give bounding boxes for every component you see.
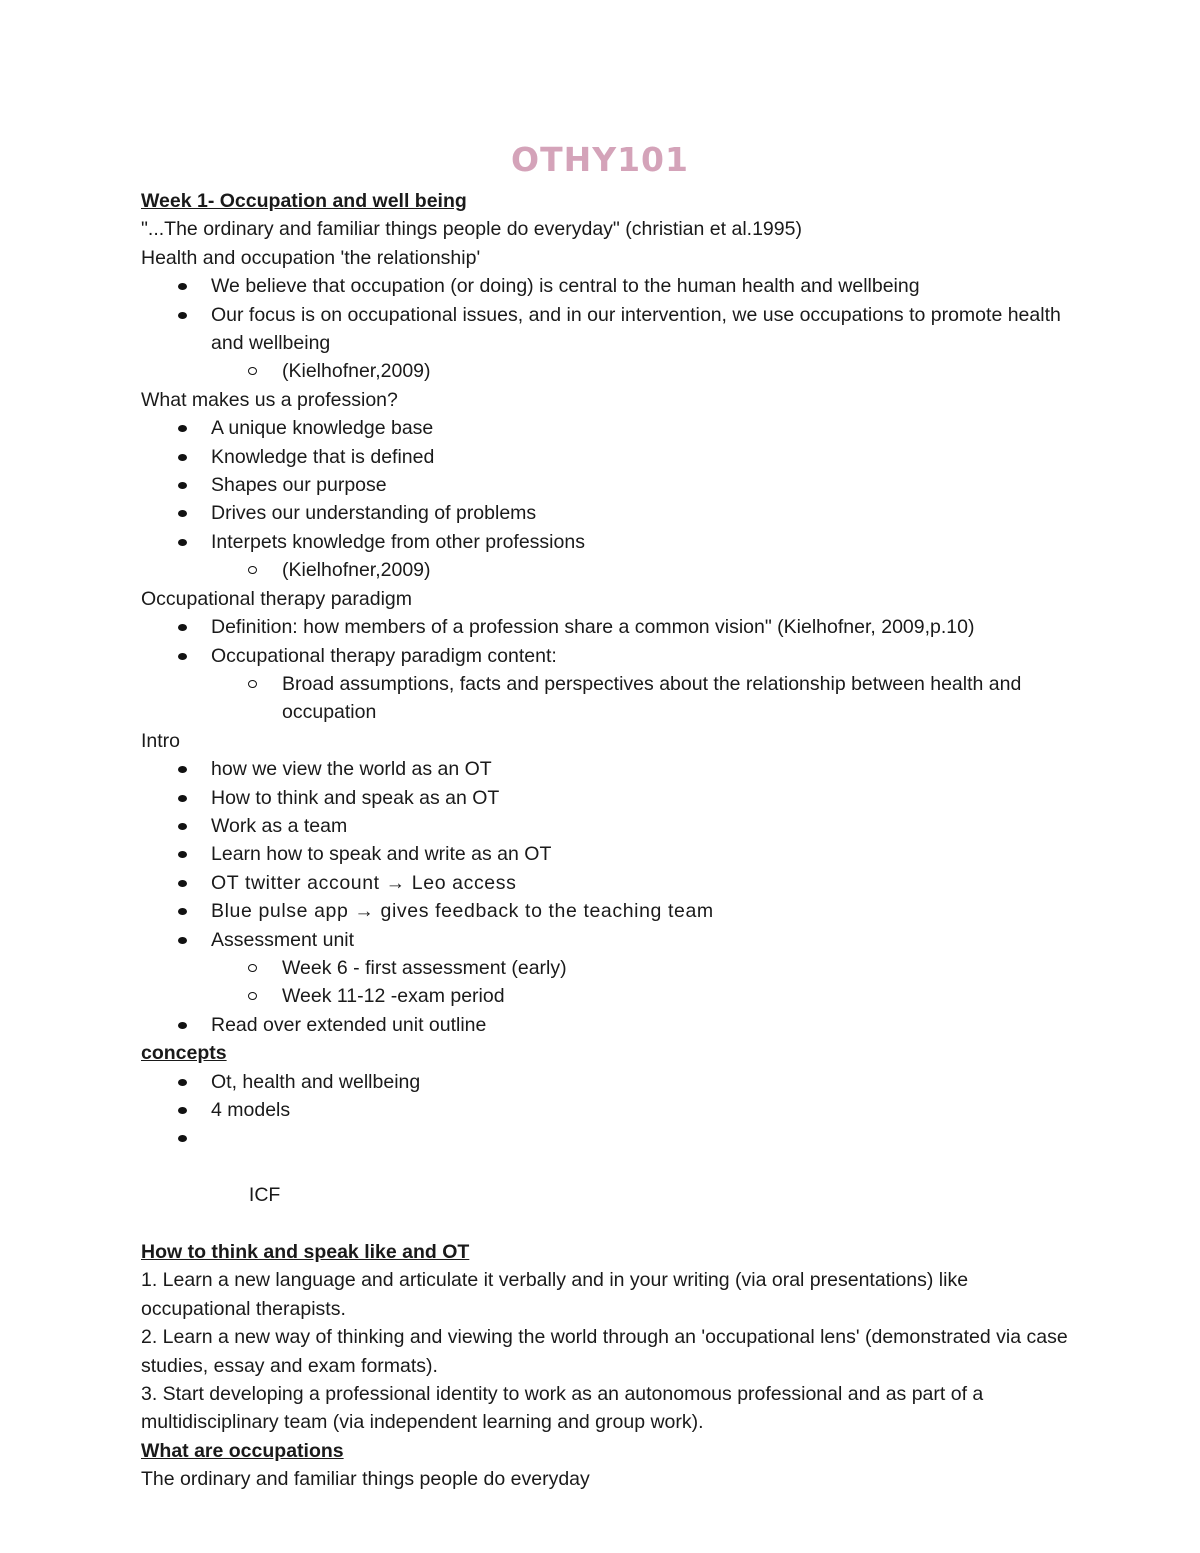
bullet-icon — [178, 851, 187, 858]
list-item: Read over extended unit outline — [141, 1011, 1071, 1039]
think-speak-heading: How to think and speak like and OT — [141, 1241, 470, 1264]
list-item: Definition: how members of a profession share a common vision" (Kielhofner, 2009,p.10) — [141, 613, 1071, 641]
hollow-bullet-icon — [248, 680, 257, 688]
list-item: OT twitter account → Leo access — [141, 869, 1071, 897]
bullet-icon — [178, 454, 187, 461]
bullet-icon — [178, 482, 187, 489]
bullet-icon — [178, 624, 187, 631]
think-point-1: 1. Learn a new language and articulate it verbally and in your writing (via oral presentations) like occupational therapists. — [141, 1269, 969, 1320]
list-subitem: Week 6 - first assessment (early) — [141, 954, 1071, 982]
list-item: Interpets knowledge from other professions — [141, 528, 1071, 556]
paradigm-title: Occupational therapy paradigm — [141, 587, 412, 610]
bullet-icon — [178, 1079, 187, 1086]
list-item: Blue pulse app → gives feedback to the teaching team — [141, 897, 1071, 925]
list-subitem: (Kielhofner,2009) — [141, 357, 1071, 385]
bullet-icon — [178, 312, 187, 319]
list-item: How to think and speak as an OT — [141, 784, 1071, 812]
bullet-icon — [178, 880, 187, 887]
bullet-icon — [178, 795, 187, 802]
concepts-heading: concepts — [141, 1042, 227, 1065]
hollow-bullet-icon — [248, 566, 257, 574]
list-item: ICF — [141, 1124, 1071, 1238]
list-item: Drives our understanding of problems — [141, 499, 1071, 527]
list-item: Our focus is on occupational issues, and in our intervention, we use occupations to promote health and wellbeing — [141, 301, 1071, 358]
week1-quote: "...The ordinary and familiar things people do everyday" (christian et al.1995) — [141, 218, 802, 241]
bullet-icon — [178, 510, 187, 517]
list-item: 4 models — [141, 1096, 1071, 1124]
hollow-bullet-icon — [248, 964, 257, 972]
think-point-2: 2. Learn a new way of thinking and viewing the world through an 'occupational lens' (demonstrated via case studies, essay and exam formats). — [141, 1326, 1068, 1377]
list-item: Work as a team — [141, 812, 1071, 840]
hollow-bullet-icon — [248, 992, 257, 1000]
document-title: OTHY101 — [511, 140, 689, 179]
bullet-icon — [178, 425, 187, 432]
list-item: A unique knowledge base — [141, 414, 1071, 442]
bullet-icon — [178, 1135, 187, 1142]
list-item: Occupational therapy paradigm content: — [141, 642, 1071, 670]
bullet-icon — [178, 1107, 187, 1114]
intro-title: Intro — [141, 729, 181, 752]
list-item: Knowledge that is defined — [141, 443, 1071, 471]
occupations-heading: What are occupations — [141, 1439, 344, 1462]
bullet-icon — [178, 823, 187, 830]
bullet-icon — [178, 1022, 187, 1029]
document-body — [141, 187, 1071, 1494]
occupations-definition: The ordinary and familiar things people do everyday — [141, 1468, 590, 1491]
hollow-bullet-icon — [248, 367, 257, 375]
health-occupation-title: Health and occupation 'the relationship' — [141, 246, 481, 269]
bullet-icon — [178, 653, 187, 660]
list-item: how we view the world as an OT — [141, 755, 1071, 783]
list-subitem: Week 11-12 -exam period — [141, 982, 1071, 1010]
week1-heading: Week 1- Occupation and well being — [141, 190, 467, 212]
bullet-icon — [178, 283, 187, 290]
bullet-icon — [178, 539, 187, 546]
bullet-icon — [178, 937, 187, 944]
list-item: Ot, health and wellbeing — [141, 1068, 1071, 1096]
think-point-3: 3. Start developing a professional identity to work as an autonomous professional and as part of a multidisciplinary team (via independent learning and group work). — [141, 1383, 984, 1434]
list-item: Learn how to speak and write as an OT — [141, 840, 1071, 868]
bullet-icon — [178, 908, 187, 915]
list-item: We believe that occupation (or doing) is central to the human health and wellbeing — [141, 272, 1071, 300]
list-item: Shapes our purpose — [141, 471, 1071, 499]
list-subitem: Broad assumptions, facts and perspectives about the relationship between health and occupation — [141, 670, 1071, 727]
list-subitem: (Kielhofner,2009) — [141, 556, 1071, 584]
profession-title: What makes us a profession? — [141, 388, 398, 411]
bullet-icon — [178, 766, 187, 773]
list-item: Assessment unit — [141, 926, 1071, 954]
